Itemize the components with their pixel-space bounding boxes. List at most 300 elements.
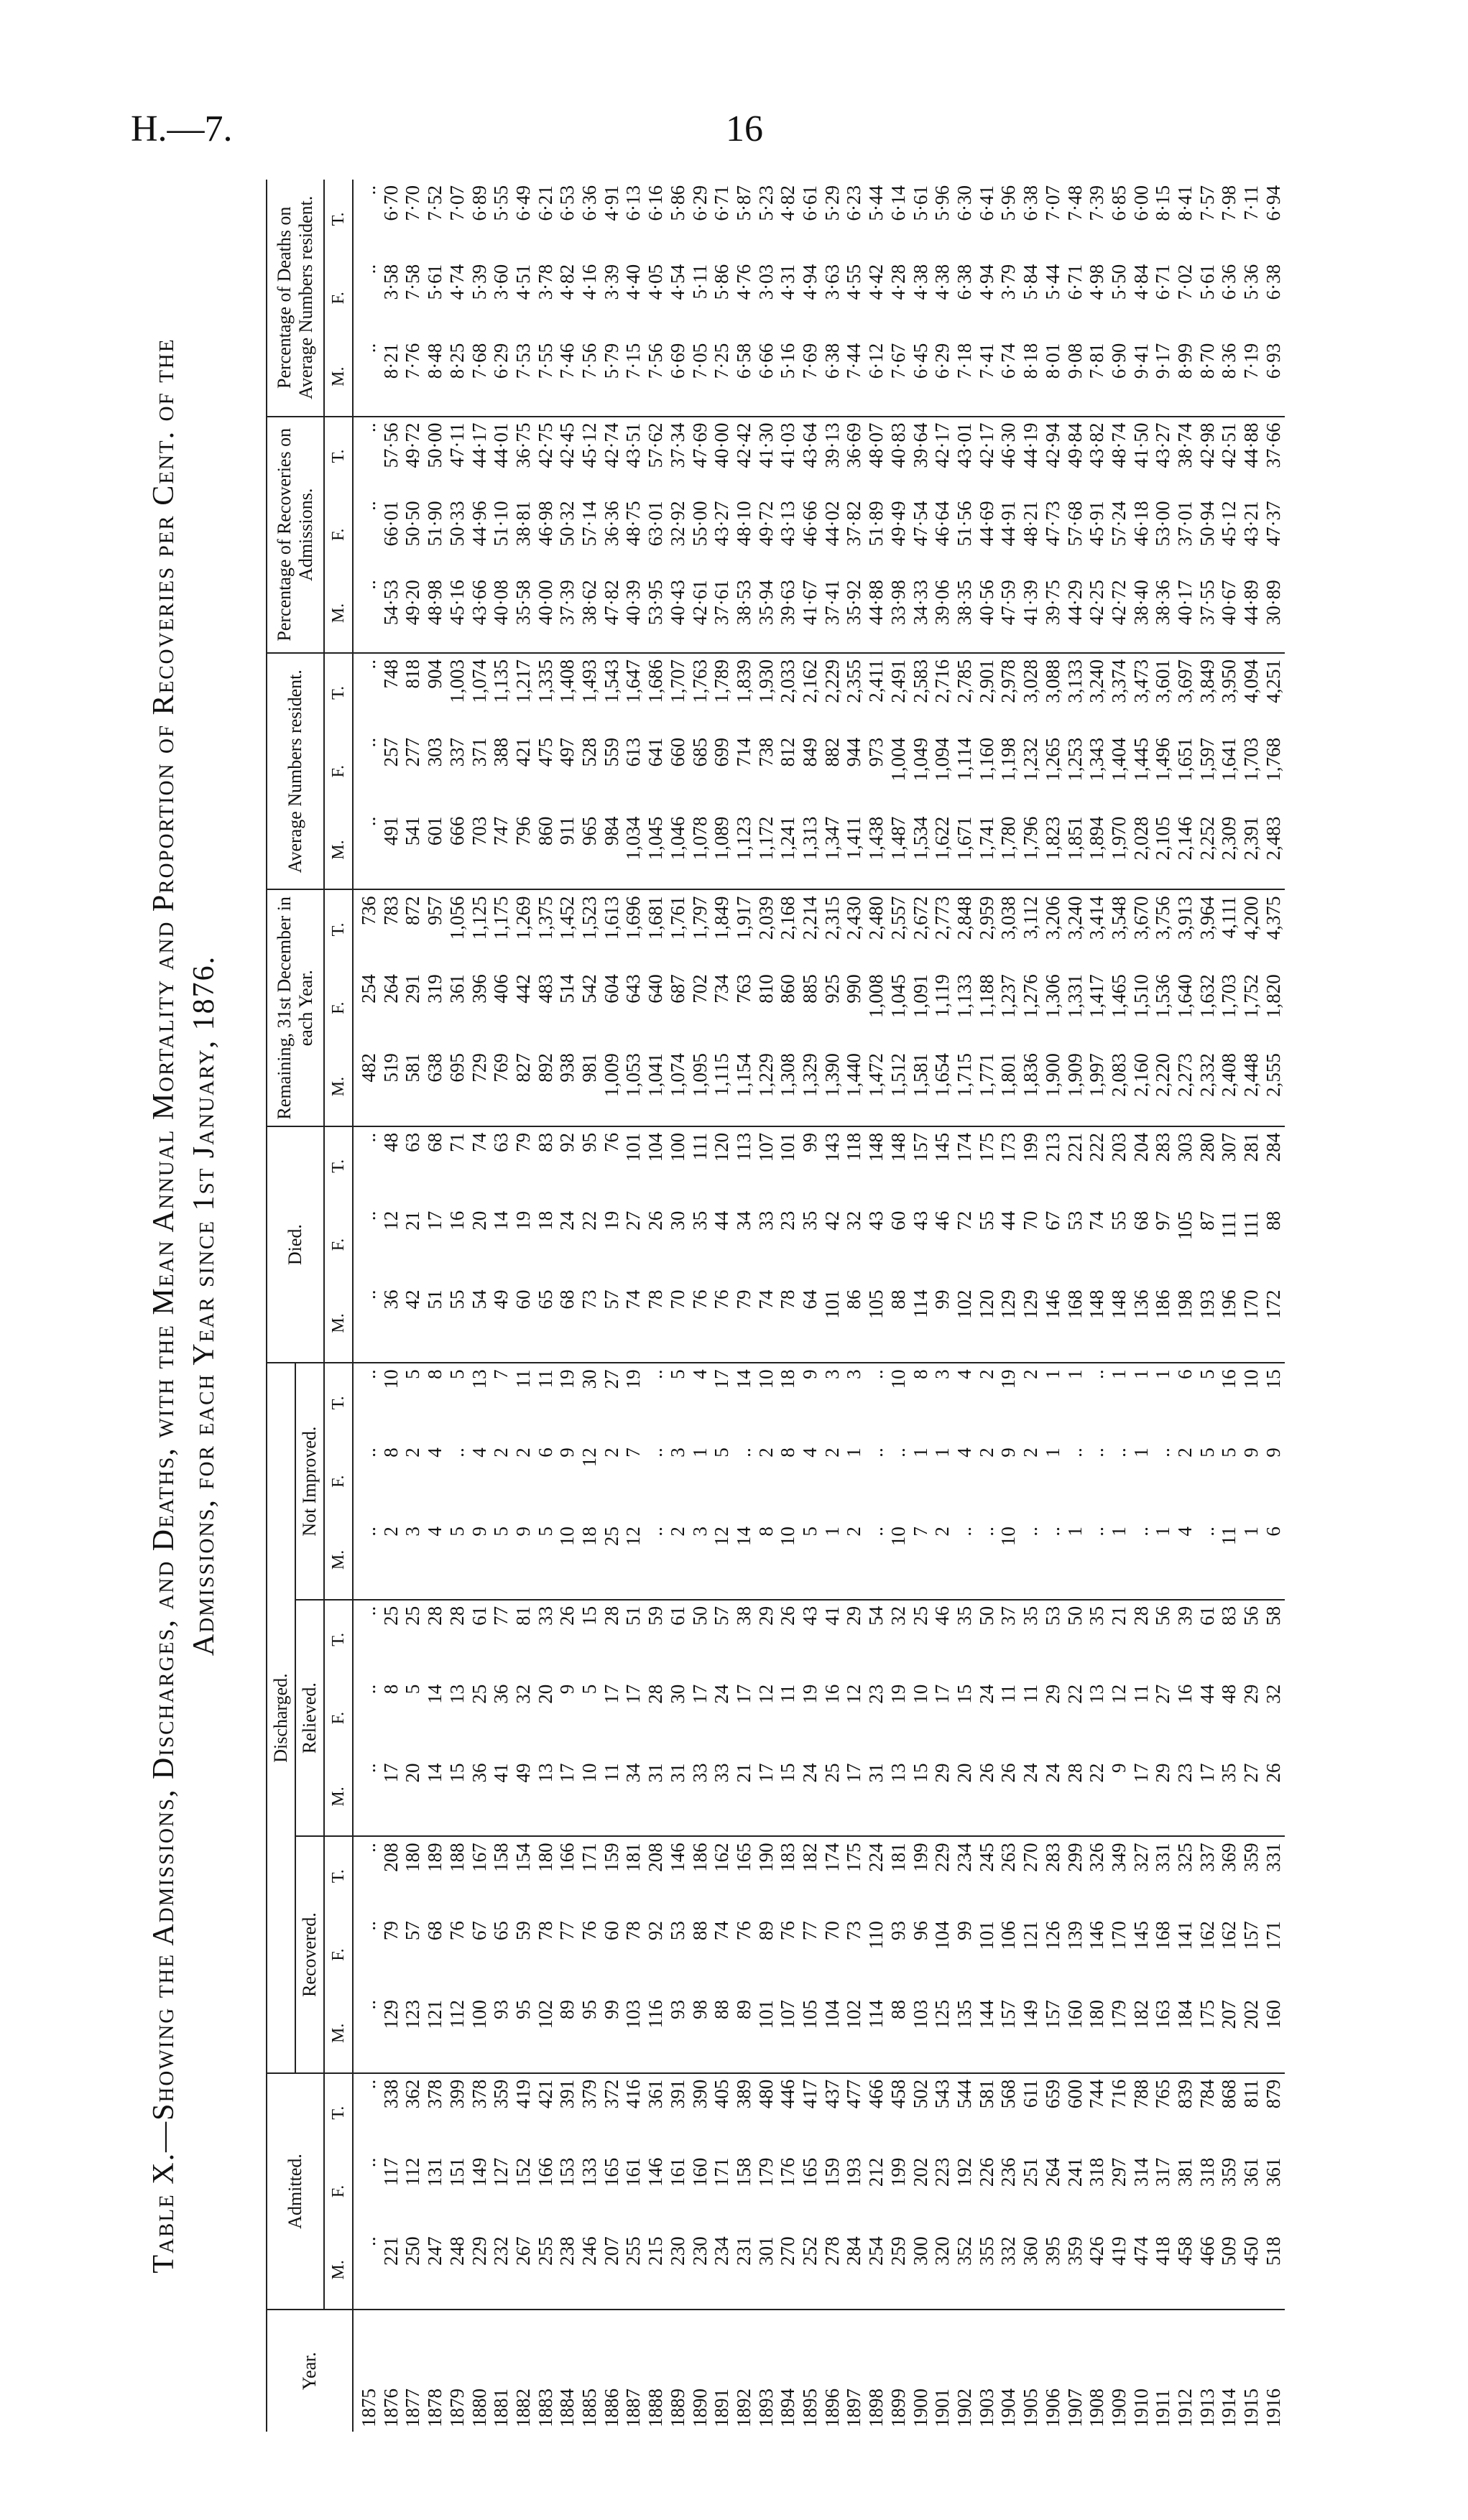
value-cell: 8	[754, 1527, 777, 1537]
value-cell: 1	[1152, 1527, 1174, 1537]
value-cell: 213	[1042, 1126, 1064, 1205]
value-cell: 1,253	[1063, 737, 1086, 782]
value-cell: 3	[402, 1527, 424, 1537]
value-cell: 241	[1063, 2157, 1086, 2187]
value-cell: 1,909	[1063, 1053, 1086, 1097]
subheader-m: M.	[324, 1047, 353, 1126]
value-cell: 97	[1152, 1210, 1174, 1231]
value-cell: 54·53	[379, 580, 402, 626]
value-cell: 60	[600, 1921, 622, 1941]
value-cell: 255	[622, 2236, 645, 2266]
page-number: 16	[726, 108, 763, 149]
value-cell: 40·56	[975, 580, 997, 626]
value-cell: 76	[446, 1921, 468, 1941]
value-cell: 331	[1152, 1836, 1174, 1915]
value-cell: 1,801	[997, 1053, 1020, 1097]
value-cell: 29	[843, 1600, 865, 1679]
value-cell: 8·99	[1174, 343, 1196, 379]
value-cell: 1,335	[535, 653, 557, 732]
value-cell: 9·41	[1130, 343, 1152, 379]
value-cell: 984	[600, 816, 622, 846]
value-cell: 32	[887, 1600, 910, 1679]
value-cell: 59	[512, 1921, 534, 1941]
value-cell: 2,430	[843, 889, 865, 968]
value-cell: ..	[353, 417, 380, 496]
value-cell: 146	[645, 2157, 667, 2187]
value-cell: 3,601	[1152, 653, 1174, 732]
value-cell: 1,408	[556, 653, 578, 732]
value-cell: 450	[1240, 2236, 1262, 2266]
value-cell: 46·64	[931, 501, 954, 547]
table-row	[468, 180, 491, 2432]
value-cell: 203	[1108, 1126, 1130, 1205]
value-cell: 7·15	[622, 343, 645, 379]
value-cell: 17	[732, 1684, 754, 1704]
value-cell: 381	[1174, 2157, 1196, 2187]
value-cell: 36·69	[843, 417, 865, 496]
value-cell: 27	[622, 1210, 645, 1231]
value-cell: 2,583	[910, 653, 932, 732]
value-cell: 145	[1130, 1921, 1152, 1950]
value-cell: 57·68	[1063, 501, 1086, 547]
subheader-f: F.	[324, 732, 353, 811]
value-cell: 35	[1020, 1600, 1042, 1679]
value-cell: 1,647	[622, 653, 645, 732]
value-cell: 1,004	[887, 737, 909, 782]
value-cell: 63	[490, 1126, 512, 1205]
value-cell: 43·21	[1240, 501, 1262, 547]
table-row	[821, 180, 844, 2432]
value-cell: 389	[733, 2073, 755, 2152]
value-cell: ..	[353, 1126, 380, 1205]
table-row	[1042, 180, 1064, 2432]
value-cell: 417	[799, 2073, 821, 2152]
value-cell: 11	[512, 1363, 535, 1442]
value-cell: 355	[975, 2236, 997, 2266]
value-cell: 26	[1262, 1763, 1284, 1783]
value-cell: 2	[976, 1363, 998, 1442]
value-cell: 2	[379, 1527, 402, 1537]
value-cell: 361	[645, 2073, 667, 2152]
value-cell: 15	[1262, 1363, 1285, 1442]
value-cell: 474	[1130, 2236, 1152, 2266]
value-cell: 518	[1262, 2236, 1284, 2266]
value-cell: 32	[512, 1684, 534, 1704]
value-cell: 17	[843, 1763, 865, 1783]
value-cell: 179	[754, 2157, 777, 2187]
table-row	[1020, 180, 1042, 2432]
value-cell: 34	[622, 1763, 645, 1783]
value-cell: 139	[1063, 1921, 1086, 1950]
value-cell: 860	[777, 974, 799, 1004]
value-cell: 204	[1130, 1126, 1153, 1205]
value-cell: 96	[909, 1921, 931, 1941]
value-cell: 186	[689, 1836, 711, 1915]
value-cell: 37·01	[1174, 501, 1196, 547]
value-cell: 158	[732, 2157, 754, 2187]
value-cell: 29	[1240, 1684, 1262, 1704]
value-cell: 40·67	[1218, 580, 1240, 626]
value-cell: 4·54	[666, 264, 688, 300]
value-cell: 35	[1218, 1763, 1240, 1783]
value-cell: 702	[688, 974, 711, 1004]
value-cell: 1,917	[733, 889, 755, 968]
value-cell: 604	[600, 974, 622, 1004]
value-cell: 193	[843, 2157, 865, 2187]
value-cell: 320	[931, 2236, 954, 2266]
value-cell: 6·00	[1130, 185, 1152, 221]
value-cell: 160	[1063, 1999, 1086, 2029]
subheader-f: F.	[324, 1915, 353, 1994]
value-cell: 872	[402, 889, 424, 968]
value-cell: 44·02	[821, 501, 843, 547]
value-cell: ..	[645, 1363, 667, 1442]
value-cell: 5	[711, 1447, 733, 1458]
value-cell: 18	[777, 1363, 799, 1442]
value-cell: 48	[380, 1126, 402, 1205]
value-cell: 11	[535, 1363, 557, 1442]
table-row	[733, 180, 755, 2432]
value-cell: 46·18	[1130, 501, 1152, 547]
value-cell: 24	[711, 1684, 733, 1704]
value-cell: 50	[689, 1600, 711, 1679]
value-cell: 10	[556, 1527, 578, 1547]
value-cell: 965	[578, 816, 601, 846]
value-cell: 3·03	[754, 264, 777, 300]
value-cell: 74	[711, 1921, 733, 1941]
value-cell: 57·62	[645, 417, 667, 496]
value-cell: 135	[953, 1999, 975, 2029]
value-cell: 1,095	[688, 1053, 711, 1097]
value-cell: 6·61	[799, 185, 821, 221]
value-cell: 102	[843, 1999, 865, 2029]
value-cell: 1,512	[887, 1053, 909, 1097]
value-cell: 89	[754, 1921, 777, 1941]
value-cell: 13	[446, 1684, 468, 1704]
value-cell: 1,045	[887, 974, 909, 1019]
value-cell: 36	[379, 1289, 402, 1310]
subheader-t: T.	[324, 2073, 353, 2152]
value-cell: 98	[688, 1999, 711, 2019]
value-cell: 148	[887, 1126, 910, 1205]
table-row	[976, 180, 998, 2432]
value-cell: 165	[799, 2157, 821, 2187]
value-cell: 1,536	[1152, 974, 1174, 1019]
value-cell: 303	[424, 737, 446, 767]
value-cell: 5·84	[1020, 264, 1042, 300]
value-cell: 2	[1020, 1447, 1042, 1458]
value-cell: 378	[424, 2073, 446, 2152]
table-row	[353, 180, 380, 2432]
value-cell: 716	[1108, 2073, 1130, 2152]
value-cell: 9	[556, 1447, 578, 1458]
value-cell: 174	[821, 1836, 844, 1915]
value-cell: 46	[931, 1210, 954, 1231]
value-cell: 40·00	[534, 580, 556, 626]
value-cell: 39	[1174, 1600, 1196, 1679]
value-cell: 76	[601, 1126, 623, 1205]
value-cell: 51·10	[490, 501, 512, 547]
value-cell: 83	[1218, 1600, 1240, 1679]
value-cell: 29	[755, 1600, 777, 1679]
value-cell: 1,217	[512, 653, 535, 732]
value-cell: 14	[733, 1363, 755, 1442]
value-cell: 5·61	[909, 185, 931, 221]
year-cell: 1887	[622, 2310, 645, 2432]
value-cell: 9	[512, 1527, 534, 1537]
value-cell: 3,473	[1130, 653, 1153, 732]
value-cell: 1,452	[556, 889, 578, 968]
value-cell: 17	[754, 1763, 777, 1783]
value-cell: 73	[578, 1289, 601, 1310]
value-cell: ..	[358, 2157, 379, 2168]
value-cell: 1,313	[799, 816, 821, 861]
value-cell: 7·02	[1174, 264, 1196, 300]
year-cell: 1907	[1064, 2310, 1086, 2432]
value-cell: 202	[1240, 1999, 1262, 2029]
value-cell: 107	[777, 1999, 799, 2029]
value-cell: 5	[446, 1363, 468, 1442]
value-cell: 9·17	[1152, 343, 1174, 379]
value-cell: 162	[1196, 1921, 1218, 1950]
value-cell: 3,913	[1174, 889, 1196, 968]
value-cell: 76	[732, 1921, 754, 1941]
value-cell: 167	[468, 1836, 491, 1915]
value-cell: 541	[402, 816, 424, 846]
value-cell: 1,265	[1041, 737, 1063, 782]
value-cell: 171	[1262, 1921, 1284, 1950]
year-cell: 1885	[578, 2310, 601, 2432]
value-cell: 1,440	[843, 1053, 865, 1097]
value-cell: 114	[865, 1999, 887, 2029]
value-cell: ..	[353, 1363, 380, 1442]
value-cell: 53	[666, 1921, 688, 1941]
value-cell: 1,049	[909, 737, 931, 782]
value-cell: 19	[799, 1684, 821, 1704]
value-cell: 1	[1041, 1447, 1063, 1458]
subheader-m: M.	[324, 338, 353, 417]
value-cell: 270	[1020, 1836, 1042, 1915]
value-cell: 1,510	[1130, 974, 1152, 1019]
value-cell: 1,780	[997, 816, 1020, 861]
value-cell: 44·17	[468, 417, 491, 496]
value-cell: 26	[556, 1600, 578, 1679]
value-cell: 1,046	[666, 816, 688, 861]
value-cell: ..	[1152, 1447, 1174, 1458]
year-cell: 1892	[733, 2310, 755, 2432]
value-cell: 47·37	[1262, 501, 1284, 547]
value-cell: 49·20	[402, 580, 424, 626]
value-cell: 87	[1196, 1210, 1218, 1231]
value-cell: 2	[402, 1447, 424, 1458]
value-cell: 763	[732, 974, 754, 1004]
value-cell: 5·44	[1041, 264, 1063, 300]
value-cell: 19	[997, 1363, 1020, 1442]
value-cell: 42·42	[733, 417, 755, 496]
value-cell: 49	[512, 1763, 534, 1783]
value-cell: 319	[424, 974, 446, 1004]
value-cell: 4·94	[975, 264, 997, 300]
value-cell: 371	[468, 737, 490, 767]
value-cell: 43·13	[777, 501, 799, 547]
value-cell: ..	[358, 185, 379, 195]
value-cell: 111	[1218, 1210, 1240, 1239]
value-cell: 28	[424, 1600, 446, 1679]
value-cell: 600	[1064, 2073, 1086, 2152]
value-cell: 568	[997, 2073, 1020, 2152]
value-cell: 230	[666, 2236, 688, 2266]
value-cell: 2	[821, 1447, 843, 1458]
value-cell: 1	[821, 1527, 843, 1537]
value-cell: 1	[1130, 1363, 1153, 1442]
value-cell: 145	[931, 1126, 954, 1205]
value-cell: 45·91	[1086, 501, 1108, 547]
title-line-2: Admissions, for each Year since 1st January, 1876.	[188, 955, 221, 1657]
value-cell: 3,756	[1152, 889, 1174, 968]
value-cell: 9	[468, 1527, 490, 1537]
value-cell: 70	[821, 1921, 843, 1941]
value-cell: 1,707	[667, 653, 689, 732]
value-cell: 32·92	[666, 501, 688, 547]
value-cell: 660	[666, 737, 688, 767]
value-cell: 3·39	[600, 264, 622, 300]
value-cell: 10	[578, 1763, 601, 1783]
value-cell: 327	[1130, 1836, 1153, 1915]
value-cell: 157	[1240, 1921, 1262, 1950]
value-cell: 1,308	[777, 1053, 799, 1097]
value-cell: 19	[887, 1684, 909, 1704]
value-cell: 5·36	[1240, 264, 1262, 300]
value-cell: 3,950	[1218, 653, 1240, 732]
year-cell: 1890	[689, 2310, 711, 2432]
value-cell: 1	[931, 1447, 954, 1458]
value-cell: 6·13	[622, 185, 645, 221]
value-cell: 1,763	[689, 653, 711, 732]
value-cell: 4·91	[600, 185, 622, 221]
value-cell: 8	[424, 1363, 446, 1442]
value-cell: 14	[490, 1210, 512, 1231]
value-cell: 93	[666, 1999, 688, 2019]
value-cell: 41	[490, 1763, 512, 1783]
value-cell: 640	[645, 974, 667, 1004]
value-cell: 1,900	[1041, 1053, 1063, 1097]
value-cell: 51·90	[424, 501, 446, 547]
value-cell: 12	[843, 1684, 865, 1704]
table-row	[887, 180, 910, 2432]
value-cell: 990	[843, 974, 865, 1004]
value-cell: 41·67	[799, 580, 821, 626]
year-cell: 1909	[1108, 2310, 1130, 2432]
value-cell: 129	[997, 1289, 1020, 1320]
value-cell: 99	[799, 1126, 821, 1205]
value-cell: 26	[645, 1210, 667, 1231]
value-cell: 38·62	[578, 580, 601, 626]
value-cell: 5	[1196, 1447, 1218, 1458]
value-cell: 1,417	[1086, 974, 1108, 1019]
value-cell: 4·74	[446, 264, 468, 300]
value-cell: 1,820	[1262, 974, 1284, 1019]
value-cell: 161	[666, 2157, 688, 2187]
value-cell: 25	[402, 1600, 424, 1679]
value-cell: ..	[645, 1527, 667, 1537]
value-cell: 222	[1086, 1126, 1108, 1205]
value-cell: 34·33	[909, 580, 931, 626]
value-cell: 238	[556, 2236, 578, 2266]
value-cell: ..	[1107, 1447, 1130, 1458]
value-cell: 4,200	[1240, 889, 1262, 968]
value-cell: 5·61	[1196, 264, 1218, 300]
value-cell: 390	[689, 2073, 711, 2152]
value-cell: 7·48	[1063, 185, 1086, 221]
value-cell: 20	[534, 1684, 556, 1704]
value-cell: 337	[446, 737, 468, 767]
value-cell: 39·13	[821, 417, 844, 496]
value-cell: 1,404	[1107, 737, 1130, 782]
value-cell: 6·70	[379, 185, 402, 221]
value-cell: 9	[1107, 1763, 1130, 1773]
table-row	[622, 180, 645, 2432]
value-cell: 173	[997, 1126, 1020, 1205]
value-cell: 29	[931, 1763, 954, 1783]
value-cell: 2	[1174, 1447, 1196, 1458]
value-cell: 738	[754, 737, 777, 767]
value-cell: 50	[1064, 1600, 1086, 1679]
value-cell: 31	[666, 1763, 688, 1783]
value-cell: 860	[534, 816, 556, 846]
subheader-t: T.	[324, 1836, 353, 1915]
value-cell: 6·38	[821, 343, 843, 379]
value-cell: 99	[600, 1999, 622, 2019]
value-cell: 10	[755, 1363, 777, 1442]
value-cell: 2,483	[1262, 816, 1284, 861]
value-cell: 42·17	[931, 417, 954, 496]
year-cell: 1914	[1218, 2310, 1240, 2432]
value-cell: 20	[953, 1763, 975, 1783]
value-cell: ..	[353, 653, 380, 732]
value-cell: 361	[446, 974, 468, 1004]
value-cell: 199	[887, 2157, 909, 2187]
value-cell: 7·67	[887, 343, 909, 379]
value-cell: 246	[578, 2236, 601, 2266]
value-cell: 6·93	[1262, 343, 1284, 379]
value-cell: 685	[688, 737, 711, 767]
value-cell: 4	[953, 1447, 975, 1458]
value-cell: 264	[379, 974, 402, 1004]
value-cell: 104	[645, 1126, 667, 1205]
value-cell: 95	[578, 1999, 601, 2019]
value-cell: 483	[534, 974, 556, 1004]
value-cell: 4	[1174, 1527, 1196, 1537]
value-cell: 7·52	[424, 185, 446, 221]
value-cell: 502	[910, 2073, 932, 2152]
value-cell: 12	[578, 1447, 601, 1468]
value-cell: 4·94	[799, 264, 821, 300]
value-cell: 1,696	[622, 889, 645, 968]
value-cell: 40·17	[1174, 580, 1196, 626]
value-cell: 1,796	[1020, 816, 1042, 861]
value-cell: 1,703	[1240, 737, 1262, 782]
value-cell: 1,154	[732, 1053, 754, 1097]
value-cell: 175	[843, 1836, 865, 1915]
value-cell: 911	[556, 816, 578, 846]
value-cell: 53	[1042, 1600, 1064, 1679]
year-cell: 1889	[667, 2310, 689, 2432]
value-cell: 110	[865, 1921, 887, 1950]
value-cell: 162	[711, 1836, 733, 1915]
value-cell: 41·30	[755, 417, 777, 496]
value-cell: 57·56	[380, 417, 402, 496]
value-cell: 10	[1240, 1363, 1262, 1442]
